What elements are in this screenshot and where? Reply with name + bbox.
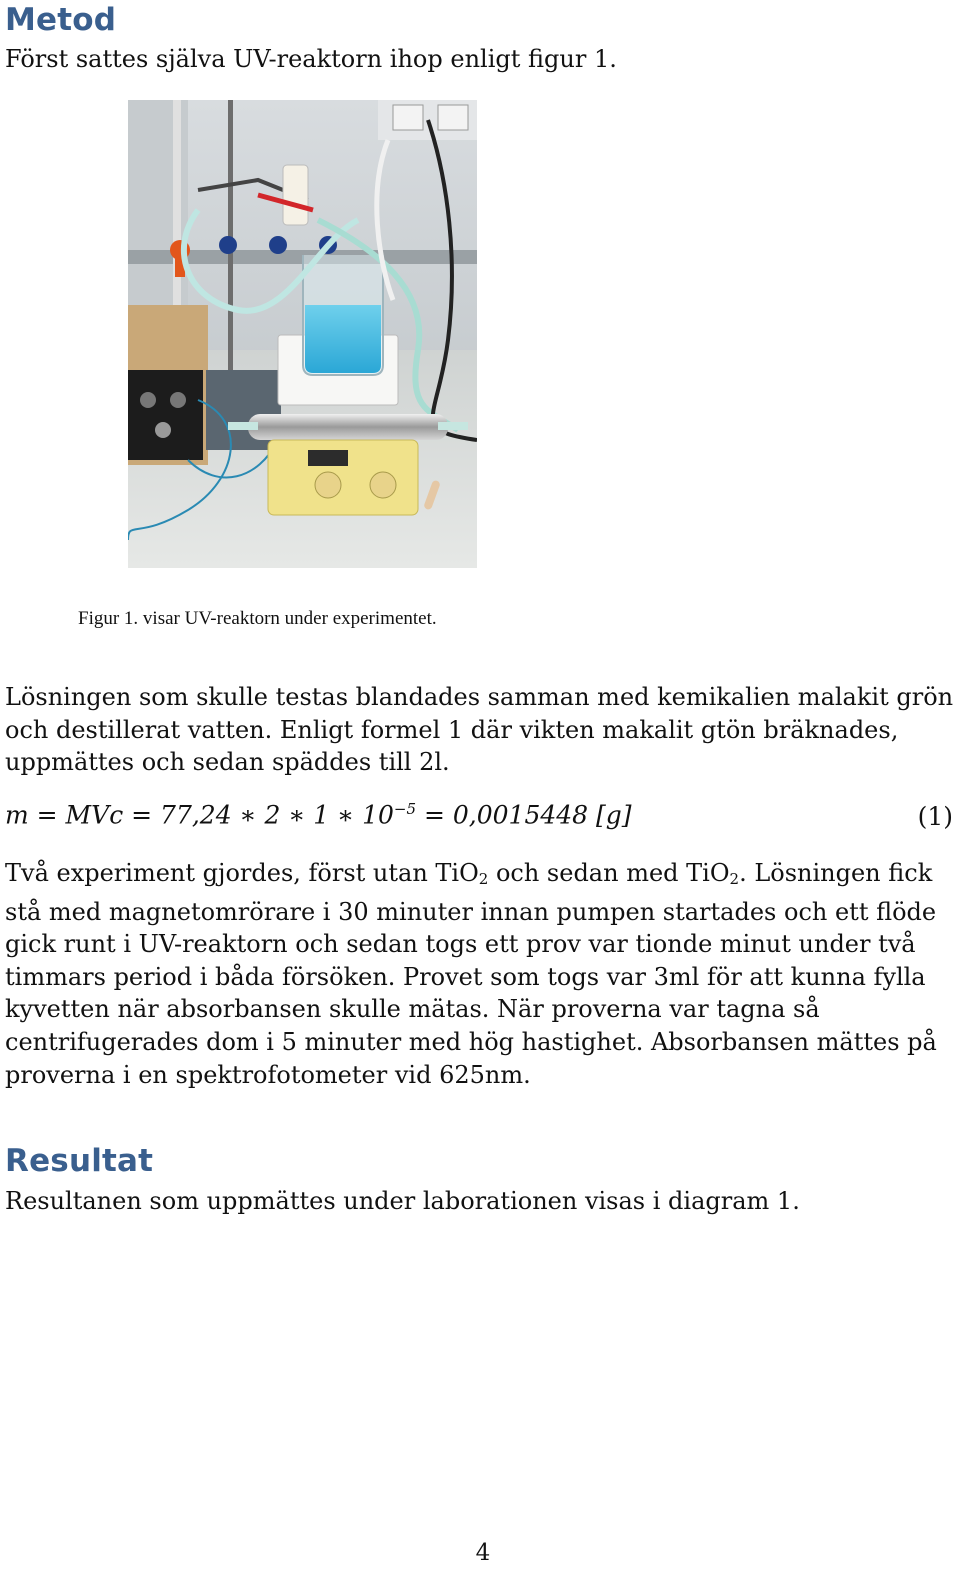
- method-paragraph-1: Lösningen som skulle testas blandades samman med kemikalien malakit grön och destillerat vatten. Enligt formel 1 där vikten makalit gtön bräknades, uppmättes och sedan späddes till 2l.: [5, 683, 954, 777]
- figure-caption: Figur 1. visar UV-reaktorn under experimentet.: [78, 608, 437, 629]
- para2-sub1: 2: [478, 870, 489, 888]
- method-heading: Metod: [5, 2, 117, 38]
- uv-reactor-photo: [128, 100, 477, 568]
- method-paragraph-2: [5, 857, 955, 1091]
- equation-number: (1): [917, 802, 953, 831]
- equation-lhs: m = MVc = 77,24 ∗ 2 ∗ 1 ∗ 10: [5, 800, 394, 830]
- equation-exponent: −5: [393, 800, 417, 818]
- para2-part1: Två experiment gjordes, först utan TiO: [5, 859, 479, 887]
- para2-sub2: 2: [729, 870, 740, 888]
- para2-part2: och sedan med TiO: [488, 859, 730, 887]
- page-number: 4: [475, 1540, 491, 1566]
- results-intro: Resultanen som uppmättes under laborationen visas i diagram 1.: [5, 1187, 800, 1215]
- equation-rhs: = 0,0015448 [g]: [416, 800, 632, 830]
- equation: [5, 800, 632, 829]
- para2-part3: . Lösningen fick stå med magnetomrörare i 30 minuter innan pumpen startades och ett flöde gick runt i UV-reaktorn och sedan togs ett prov var tionde minut under två timmars period i båda försöken. Provet som togs var 3ml för att kunna fylla kyvetten när absorbansen skulle mätas. När proverna var tagna så centrifugerades dom i 5 minuter med hög hastighet. Absorbansen mättes på proverna i en spektrofotometer vid 625nm.: [5, 859, 937, 1089]
- results-heading: Resultat: [5, 1143, 154, 1179]
- method-intro: Först sattes själva UV-reaktorn ihop enligt figur 1.: [5, 45, 617, 73]
